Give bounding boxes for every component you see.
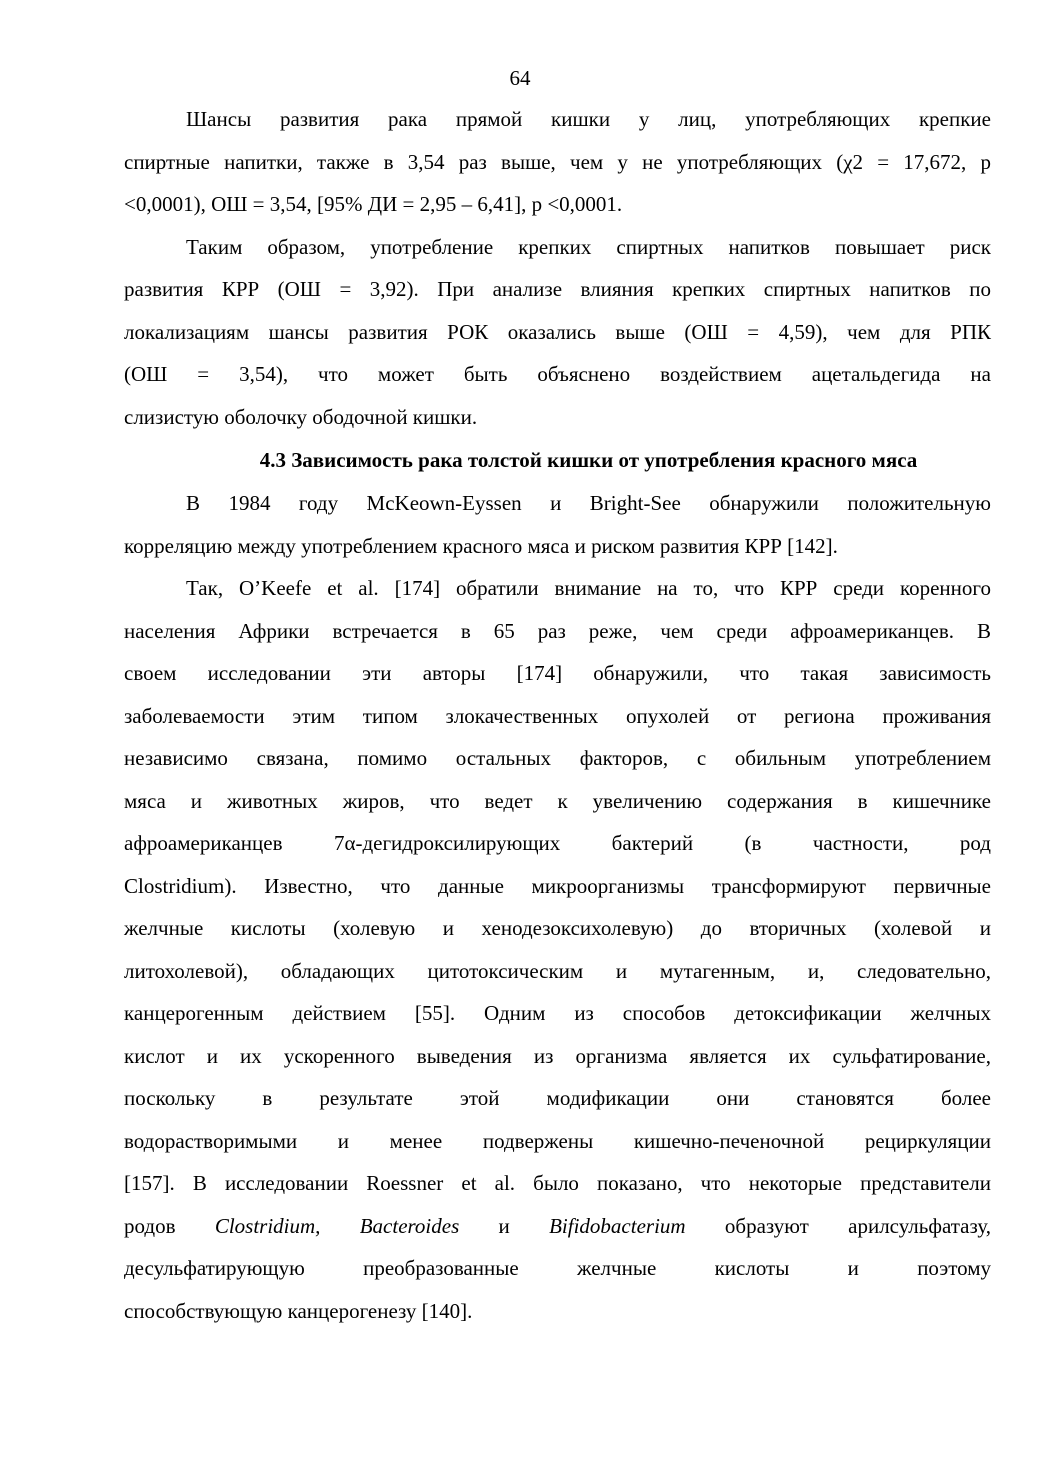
paragraph-4-line-9: желчные кислоты (холевую и хенодезоксихолевую) до вторичных (холевой и	[124, 916, 991, 940]
paragraph-2-line-5: слизистую оболочку ободочной кишки.	[124, 404, 478, 429]
paragraph-4-line-16-part-c: и	[459, 1213, 550, 1238]
paragraph-4-line-6: мяса и животных жиров, что ведет к увеличению содержания в кишечнике	[124, 788, 991, 813]
paragraph-1	[124, 98, 991, 226]
paragraph-4-line-5: независимо связана, помимо остальных факторов, с обильным употреблением	[124, 746, 991, 770]
page-body	[124, 98, 991, 1332]
paragraph-4-line-4: заболеваемости этим типом злокачественных опухолей от региона проживания	[124, 703, 991, 728]
paragraph-1-line-3: <0,0001), ОШ = 3,54, [95% ДИ = 2,95 – 6,41], р <0,0001.	[124, 192, 623, 216]
paragraph-3	[124, 482, 991, 567]
paragraph-4-line-10: литохолевой), обладающих цитотоксическим и мутагенным, и, следовательно,	[124, 958, 991, 983]
genus-name-bifidobacterium: Bifidobacterium	[549, 1213, 686, 1238]
section-heading: 4.3 Зависимость рака толстой кишки от употребления красного мяса	[259, 448, 918, 472]
paragraph-4-line-15: [157]. В исследовании Roessner et al. было показано, что некоторые представители	[124, 1171, 991, 1195]
page-number: 64	[509, 66, 531, 90]
paragraph-3-line-2: корреляцию между употреблением красного мяса и риском развития КРР [142].	[124, 533, 838, 558]
genus-names-italic: Clostridium, Bacteroides	[214, 1213, 460, 1238]
paragraph-4-line-16-part-a: родов	[124, 1213, 215, 1238]
paragraph-4-line-16-part-e: образуют арилсульфатазу,	[685, 1213, 991, 1238]
paragraph-4-line-12: кислот и их ускоренного выведения из организма является их сульфатирование,	[124, 1043, 991, 1068]
paragraph-4-line-17: десульфатирующую преобразованные желчные кислоты и поэтому	[124, 1256, 991, 1280]
paragraph-4-line-14: водорастворимыми и менее подвержены кишечно-печеночной рециркуляции	[124, 1128, 991, 1153]
paragraph-4-line-11: канцерогенным действием [55]. Одним из способов детоксификации желчных	[124, 1001, 991, 1025]
paragraph-3-line-1: В 1984 году McKeown-Eyssen и Bright-See обнаружили положительную	[186, 491, 991, 515]
paragraph-4-line-18: способствующую канцерогенезу [140].	[124, 1298, 473, 1323]
paragraph-2	[124, 226, 991, 439]
paragraph-1-line-1: Шансы развития рака прямой кишки у лиц, употребляющих крепкие	[186, 107, 991, 131]
paragraph-2-line-2: развития КРР (ОШ = 3,92). При анализе влияния крепких спиртных напитков по	[124, 277, 991, 301]
paragraph-2-line-3: локализациям шансы развития РОК оказались выше (ОШ = 4,59), чем для РПК	[124, 319, 991, 344]
paragraph-4	[124, 567, 991, 1332]
paragraph-4-line-8: Clostridium). Известно, что данные микроорганизмы трансформируют первичные	[124, 873, 991, 898]
paragraph-4-line-16	[124, 1205, 991, 1248]
paragraph-4-line-13: поскольку в результате этой модификации они становятся более	[124, 1086, 991, 1110]
paragraph-2-line-1: Таким образом, употребление крепких спиртных напитков повышает риск	[186, 234, 991, 259]
paragraph-1-line-2: спиртные напитки, также в 3,54 раз выше, чем у не употребляющих (χ2 = 17,672, р	[124, 149, 991, 174]
paragraph-2-line-4: (ОШ = 3,54), что может быть объяснено воздействием ацетальдегида на	[124, 362, 991, 386]
paragraph-4-line-3: своем исследовании эти авторы [174] обнаружили, что такая зависимость	[124, 661, 991, 685]
paragraph-4-line-1: Так, O’Keefe et al. [174] обратили внимание на то, что КРР среди коренного	[186, 576, 991, 600]
paragraph-4-line-2: населения Африки встречается в 65 раз реже, чем среди афроамериканцев. В	[124, 618, 991, 643]
paragraph-4-line-7: афроамериканцев 7α-дегидроксилирующих бактерий (в частности, род	[124, 831, 991, 855]
